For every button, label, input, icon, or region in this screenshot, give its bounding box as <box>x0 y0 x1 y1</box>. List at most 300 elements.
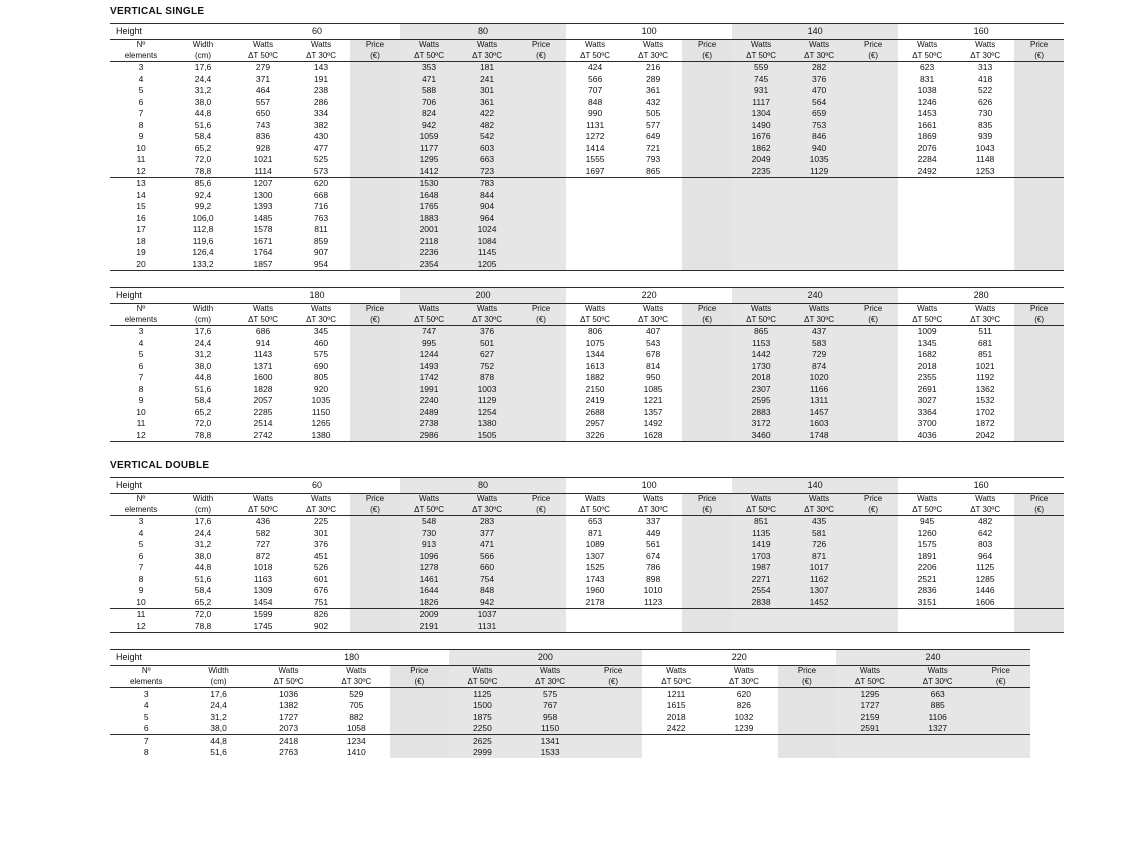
cell-price <box>1014 213 1064 225</box>
cell-width: 65,2 <box>194 142 212 153</box>
cell-width: 133,2 <box>172 259 234 271</box>
cell-watts-30 <box>790 224 848 236</box>
cell-watts-50 <box>566 213 624 225</box>
cell-watts-50 <box>642 747 710 759</box>
cell-watts-30: 1035 <box>790 154 848 166</box>
cell-watts-30: 1003 <box>458 384 516 396</box>
cell-watts-30: 1020 <box>790 372 848 384</box>
cell-watts-30: 882 <box>349 711 364 722</box>
col-header-watts-30: Watts ΔT 30ºC <box>790 40 848 62</box>
cell-price <box>682 621 732 633</box>
cell-watts-30: 376 <box>458 326 516 338</box>
cell-price <box>350 247 400 259</box>
cell-watts-50: 3226 <box>566 430 624 442</box>
cell-watts-30: 529 <box>349 688 364 699</box>
cell-watts-30: 729 <box>790 349 848 361</box>
cell-watts-30: 642 <box>978 527 993 538</box>
cell-watts-50: 1828 <box>253 383 273 394</box>
cell-watts-30: 871 <box>790 551 848 563</box>
cell-price <box>1014 85 1064 97</box>
cell-watts-50: 1862 <box>732 143 790 155</box>
cell-price <box>1014 539 1064 551</box>
cell-elements: 10 <box>136 406 146 417</box>
cell-price <box>516 131 566 143</box>
cell-watts-30: 1452 <box>790 597 848 609</box>
cell-watts-50: 1131 <box>585 119 605 130</box>
cell-price <box>350 621 400 633</box>
cell-watts-50 <box>566 201 624 213</box>
cell-price <box>848 621 898 633</box>
cell-watts-50: 1730 <box>732 361 790 373</box>
cell-watts-30: 525 <box>313 154 329 165</box>
cell-watts-30: 805 <box>313 372 329 383</box>
table-row <box>110 723 1030 735</box>
cell-price <box>1014 154 1064 166</box>
cell-width: 85,6 <box>194 178 212 189</box>
cell-elements: 3 <box>143 688 149 699</box>
cell-price <box>682 201 732 213</box>
cell-elements: 8 <box>143 747 149 758</box>
cell-price <box>848 609 898 621</box>
cell-watts-30: 1058 <box>322 723 390 735</box>
cell-elements: 3 <box>138 516 144 527</box>
table-row <box>110 143 1064 155</box>
cell-watts-30: 1239 <box>710 723 778 735</box>
cell-price <box>584 735 642 747</box>
cell-watts-50: 1300 <box>253 189 273 200</box>
cell-price <box>516 213 566 225</box>
cell-watts-50: 559 <box>732 62 790 74</box>
cell-watts-30 <box>956 213 1014 225</box>
cell-watts-30 <box>624 609 682 621</box>
cell-watts-50 <box>566 247 624 259</box>
cell-watts-50: 582 <box>255 527 271 538</box>
cell-price <box>1014 166 1064 178</box>
cell-watts-50 <box>898 190 956 202</box>
cell-watts-30: 954 <box>292 259 350 271</box>
table-row <box>110 735 1030 747</box>
cell-price <box>516 62 566 74</box>
col-header-width: Width (cm) <box>182 666 254 688</box>
height-group-header: 60 <box>234 478 400 494</box>
cell-watts-30: 681 <box>978 337 993 348</box>
col-header-watts-30: Watts ΔT 30ºC <box>710 666 778 688</box>
cell-price <box>350 259 400 271</box>
cell-watts-50: 1018 <box>253 562 273 573</box>
cell-watts-50 <box>732 621 790 633</box>
cell-watts-50: 2018 <box>917 360 937 371</box>
col-header-price: Price (€) <box>972 666 1030 688</box>
cell-watts-30: 874 <box>790 361 848 373</box>
cell-watts-50: 1676 <box>732 131 790 143</box>
cell-watts-30: 603 <box>458 143 516 155</box>
cell-price <box>682 166 732 178</box>
cell-watts-50: 279 <box>255 62 271 73</box>
col-header-watts-30: Watts ΔT 30ºC <box>790 304 848 326</box>
cell-width: 51,6 <box>194 383 212 394</box>
cell-watts-50: 990 <box>587 108 603 119</box>
cell-price <box>1014 120 1064 132</box>
cell-watts-50: 1211 <box>667 688 686 699</box>
col-header-watts-30: Watts ΔT 30ºC <box>292 494 350 516</box>
col-header-watts-30: Watts ΔT 30ºC <box>956 494 1014 516</box>
cell-watts-50: 1648 <box>400 190 458 202</box>
table-row <box>110 326 1064 338</box>
cell-watts-50: 1309 <box>253 585 273 596</box>
cell-price <box>350 384 400 396</box>
height-label-cell: Height <box>110 24 234 40</box>
col-header-watts-50: Watts ΔT 50ºC <box>566 304 624 326</box>
cell-watts-30: 361 <box>458 97 516 109</box>
cell-watts-50: 1295 <box>836 688 904 700</box>
cell-watts-30: 826 <box>313 609 329 620</box>
cell-watts-50: 1490 <box>732 120 790 132</box>
cell-width: 51,6 <box>194 573 212 584</box>
cell-watts-30: 1603 <box>790 418 848 430</box>
cell-price <box>848 143 898 155</box>
cell-watts-50: 686 <box>255 326 271 337</box>
table-row <box>110 609 1064 621</box>
cell-watts-50: 1661 <box>917 119 937 130</box>
cell-watts-50: 2419 <box>585 395 605 406</box>
cell-watts-50: 1177 <box>400 143 458 155</box>
cell-width: 44,8 <box>194 108 212 119</box>
cell-watts-30: 191 <box>313 73 329 84</box>
cell-price <box>350 551 400 563</box>
cell-price <box>1014 74 1064 86</box>
table-row <box>110 395 1064 407</box>
cell-watts-30: 435 <box>790 516 848 528</box>
cell-price <box>682 585 732 597</box>
col-header-watts-30: Watts ΔT 30ºC <box>624 304 682 326</box>
cell-elements: 7 <box>138 372 144 383</box>
section-title: VERTICAL DOUBLE <box>110 460 210 472</box>
cell-price <box>350 154 400 166</box>
col-header-watts-30: Watts ΔT 30ºC <box>904 666 972 688</box>
table-row <box>110 201 1064 213</box>
cell-price <box>682 62 732 74</box>
table-row <box>110 108 1064 120</box>
cell-price <box>516 407 566 419</box>
cell-watts-30: 1084 <box>458 236 516 248</box>
cell-elements: 4 <box>143 700 149 711</box>
cell-elements: 15 <box>136 201 146 212</box>
cell-elements: 8 <box>138 119 144 130</box>
table-row <box>110 131 1064 143</box>
table-row <box>110 384 1064 396</box>
cell-watts-50: 2999 <box>449 747 517 759</box>
cell-width: 92,4 <box>194 189 212 200</box>
cell-watts-50: 1493 <box>400 361 458 373</box>
cell-price <box>1014 551 1064 563</box>
cell-watts-50: 2521 <box>917 573 937 584</box>
cell-watts-30: 418 <box>978 73 993 84</box>
cell-price <box>584 700 642 712</box>
cell-width: 72,0 <box>194 609 212 620</box>
cell-price <box>682 539 732 551</box>
cell-watts-30: 1145 <box>458 247 516 259</box>
table-subheader-row <box>110 40 1064 62</box>
cell-price <box>516 609 566 621</box>
cell-price <box>516 224 566 236</box>
cell-watts-50: 1272 <box>585 131 605 142</box>
cell-watts-50: 2591 <box>836 723 904 735</box>
cell-price <box>848 259 898 271</box>
cell-price <box>350 597 400 609</box>
cell-watts-50: 2073 <box>255 723 323 735</box>
cell-watts-50: 1745 <box>234 621 292 633</box>
cell-price <box>682 120 732 132</box>
cell-watts-50: 745 <box>732 74 790 86</box>
tables-container <box>0 6 1140 758</box>
cell-watts-30: 811 <box>314 224 328 235</box>
cell-watts-50: 2492 <box>898 166 956 178</box>
cell-watts-50 <box>836 735 904 747</box>
cell-watts-50: 566 <box>587 73 603 84</box>
cell-price <box>350 562 400 574</box>
cell-watts-50: 1613 <box>585 360 605 371</box>
cell-price <box>350 120 400 132</box>
cell-watts-30: 730 <box>978 108 993 119</box>
cell-watts-30: 1492 <box>643 418 663 429</box>
cell-watts-50: 2957 <box>585 418 605 429</box>
cell-price <box>848 131 898 143</box>
table-row <box>110 688 1030 700</box>
cell-price <box>682 551 732 563</box>
cell-watts-50: 2355 <box>917 372 937 383</box>
cell-price <box>516 85 566 97</box>
table-row <box>110 516 1064 528</box>
col-header-watts-30: Watts ΔT 30ºC <box>624 40 682 62</box>
cell-price <box>584 747 642 759</box>
cell-watts-50: 913 <box>400 539 458 551</box>
cell-width: 44,8 <box>210 735 227 746</box>
cell-elements: 5 <box>138 85 144 96</box>
cell-watts-30 <box>956 247 1014 259</box>
cell-watts-50: 424 <box>587 62 603 73</box>
cell-price <box>350 201 400 213</box>
cell-watts-30: 1192 <box>976 372 995 383</box>
cell-watts-50: 1075 <box>585 337 605 348</box>
cell-watts-50: 2285 <box>253 406 273 417</box>
cell-elements: 7 <box>138 562 144 573</box>
cell-watts-50: 1125 <box>449 688 517 700</box>
cell-price <box>1014 236 1064 248</box>
cell-watts-30: 1162 <box>790 574 848 586</box>
cell-price <box>1014 372 1064 384</box>
cell-watts-50 <box>732 247 790 259</box>
cell-price <box>584 688 642 700</box>
cell-watts-30: 649 <box>645 131 661 142</box>
cell-watts-50: 871 <box>587 527 603 538</box>
col-header-price: Price (€) <box>848 40 898 62</box>
cell-price <box>682 131 732 143</box>
cell-watts-50: 1371 <box>253 360 273 371</box>
table-row <box>110 407 1064 419</box>
cell-price <box>516 326 566 338</box>
cell-watts-50 <box>732 190 790 202</box>
cell-watts-30: 865 <box>624 166 682 178</box>
cell-watts-30: 522 <box>978 85 993 96</box>
cell-price <box>848 585 898 597</box>
cell-watts-50: 1599 <box>253 609 273 620</box>
cell-elements: 10 <box>110 597 172 609</box>
cell-watts-50 <box>566 621 624 633</box>
cell-watts-50: 747 <box>400 326 458 338</box>
cell-watts-50 <box>566 190 624 202</box>
cell-price <box>350 395 400 407</box>
cell-watts-30 <box>904 735 972 747</box>
cell-watts-30: 451 <box>313 550 329 561</box>
cell-price <box>516 539 566 551</box>
cell-watts-30 <box>624 236 682 248</box>
cell-price <box>516 418 566 430</box>
height-group-header: 100 <box>566 24 732 40</box>
cell-price <box>682 97 732 109</box>
cell-price <box>848 384 898 396</box>
cell-price <box>1014 131 1064 143</box>
table-subheader-row <box>110 304 1064 326</box>
table-row <box>110 574 1064 586</box>
cell-watts-30: 668 <box>313 189 329 200</box>
cell-price <box>682 528 732 540</box>
cell-watts-30: 705 <box>349 700 364 711</box>
cell-watts-50: 557 <box>255 96 271 107</box>
cell-watts-50: 942 <box>400 120 458 132</box>
col-header-price: Price (€) <box>584 666 642 688</box>
col-header-elements: Nº elements <box>110 40 172 62</box>
cell-watts-30: 1380 <box>458 418 516 430</box>
cell-price <box>350 97 400 109</box>
cell-watts-30: 334 <box>313 108 329 119</box>
cell-elements: 8 <box>138 383 144 394</box>
cell-price <box>848 201 898 213</box>
cell-watts-50 <box>898 213 956 225</box>
cell-watts-50: 2307 <box>732 384 790 396</box>
cell-width: 24,4 <box>194 337 212 348</box>
cell-watts-50: 1578 <box>253 224 273 235</box>
cell-watts-50: 824 <box>400 108 458 120</box>
cell-price <box>1014 430 1064 442</box>
cell-watts-50: 2625 <box>449 735 517 747</box>
cell-watts-30: 460 <box>313 337 329 348</box>
cell-watts-50: 1135 <box>732 528 790 540</box>
cell-watts-50: 1163 <box>253 573 273 584</box>
col-header-price: Price (€) <box>350 304 400 326</box>
cell-watts-30: 803 <box>978 539 993 550</box>
cell-watts-30: 1085 <box>643 383 663 394</box>
cell-price <box>1014 418 1064 430</box>
cell-watts-50: 1671 <box>253 235 273 246</box>
cell-price <box>1014 349 1064 361</box>
cell-price <box>682 259 732 271</box>
cell-price <box>682 597 732 609</box>
spec-table <box>110 287 1064 442</box>
height-group-header: 240 <box>836 650 1030 666</box>
table-row <box>110 85 1064 97</box>
cell-price <box>516 154 566 166</box>
cell-price <box>350 574 400 586</box>
col-header-watts-30: Watts ΔT 30ºC <box>790 494 848 516</box>
cell-watts-30: 1024 <box>458 224 516 236</box>
cell-watts-30: 1150 <box>516 723 584 735</box>
cell-elements: 9 <box>138 585 144 596</box>
cell-price <box>516 430 566 442</box>
cell-watts-30 <box>624 178 682 190</box>
cell-watts-30 <box>624 201 682 213</box>
cell-watts-50: 1089 <box>585 539 605 550</box>
col-header-price: Price (€) <box>390 666 448 688</box>
cell-watts-30 <box>624 213 682 225</box>
cell-price <box>848 539 898 551</box>
cell-watts-30: 1446 <box>975 585 995 596</box>
cell-watts-30: 920 <box>313 383 329 394</box>
cell-watts-30: 216 <box>645 62 661 73</box>
cell-price <box>848 224 898 236</box>
cell-watts-50 <box>566 259 624 271</box>
cell-watts-30: 907 <box>313 247 329 258</box>
spec-table <box>110 23 1064 271</box>
table-row <box>110 349 1064 361</box>
cell-watts-50: 1412 <box>400 166 458 178</box>
cell-watts-50: 2191 <box>400 621 458 633</box>
cell-watts-50: 1153 <box>732 338 790 350</box>
cell-price <box>350 85 400 97</box>
table-row <box>110 154 1064 166</box>
spec-table-wrapper <box>110 287 1049 442</box>
cell-watts-50: 1644 <box>400 585 458 597</box>
cell-watts-30: 437 <box>790 326 848 338</box>
cell-watts-50 <box>732 609 790 621</box>
cell-watts-30: 958 <box>516 711 584 723</box>
cell-watts-30: 1148 <box>976 154 995 165</box>
cell-price <box>350 74 400 86</box>
cell-watts-30: 885 <box>904 700 972 712</box>
table-row <box>110 259 1064 271</box>
cell-width: 38,0 <box>194 550 212 561</box>
cell-watts-50: 2763 <box>279 747 299 758</box>
cell-price <box>516 338 566 350</box>
cell-watts-30: 793 <box>645 154 661 165</box>
cell-watts-30: 1221 <box>643 395 663 406</box>
cell-watts-30: 337 <box>645 516 661 527</box>
table-row <box>110 224 1064 236</box>
cell-price <box>350 585 400 597</box>
cell-elements: 7 <box>138 108 144 119</box>
cell-watts-30: 1285 <box>975 573 995 584</box>
cell-watts-30: 1106 <box>904 711 972 723</box>
cell-price <box>972 735 1030 747</box>
cell-watts-50: 2489 <box>400 407 458 419</box>
height-group-header: 180 <box>255 650 449 666</box>
cell-watts-30 <box>624 247 682 259</box>
cell-watts-50: 914 <box>255 337 271 348</box>
cell-watts-30: 1533 <box>516 747 584 759</box>
cell-price <box>350 108 400 120</box>
col-header-elements: Nº elements <box>110 304 172 326</box>
table-row <box>110 166 1064 178</box>
cell-elements: 12 <box>110 166 172 178</box>
col-header-watts-30: Watts ΔT 30ºC <box>458 304 516 326</box>
cell-width: 31,2 <box>194 85 212 96</box>
height-label-cell: Height <box>110 288 234 304</box>
cell-watts-50: 623 <box>920 62 935 73</box>
cell-watts-30: 143 <box>313 62 329 73</box>
cell-watts-50 <box>566 178 624 190</box>
cell-price <box>848 154 898 166</box>
cell-watts-30: 904 <box>458 201 516 213</box>
cell-watts-50: 3027 <box>917 395 937 406</box>
